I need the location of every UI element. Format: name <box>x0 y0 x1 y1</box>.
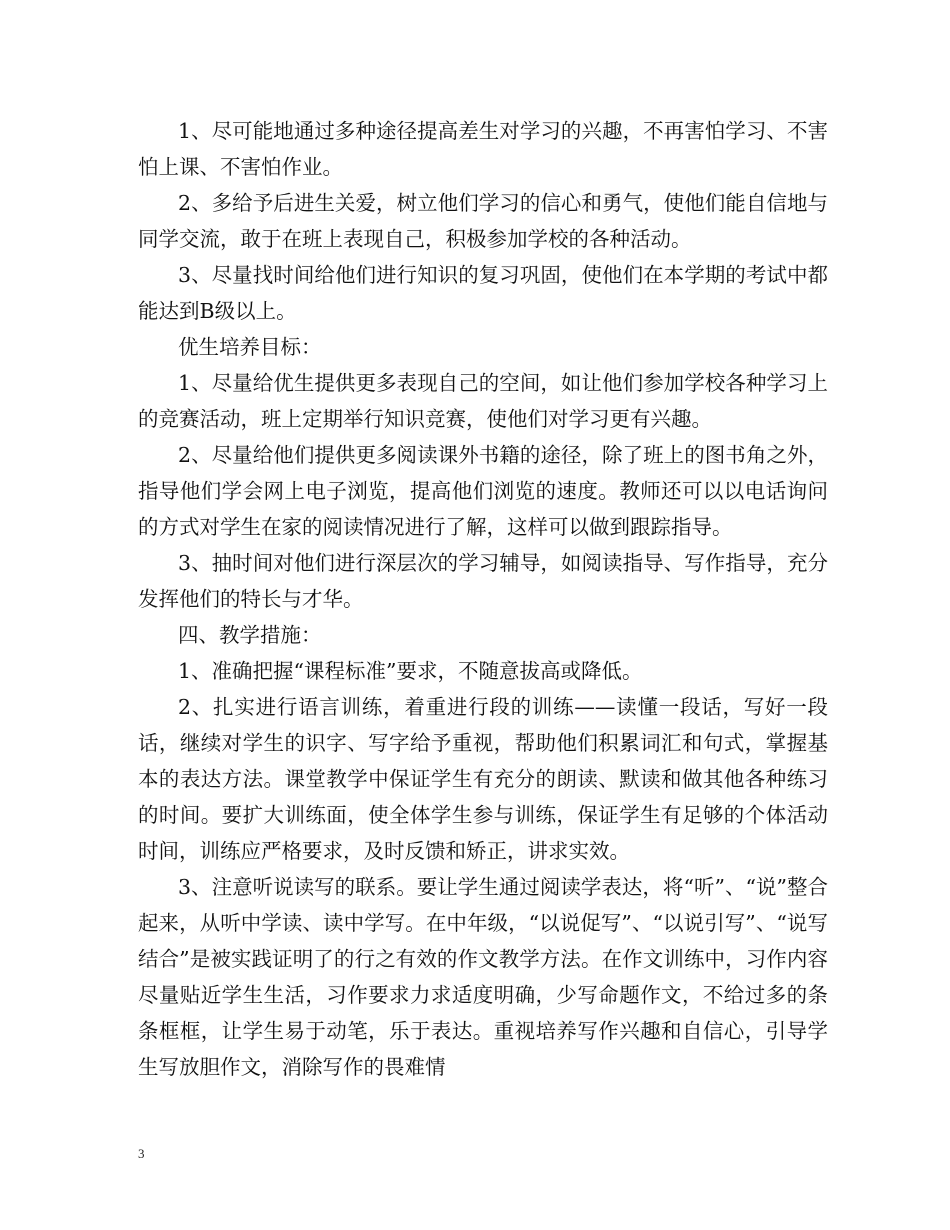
heading-teaching-measures: 四、教学措施： <box>178 623 322 647</box>
page-number: 3 <box>138 1146 145 1161</box>
paragraph-struggling-students-review: 3、尽量找时间给他们进行知识的复习巩固，使他们在本学期的考试中都能达到B级以上。 <box>138 263 828 323</box>
paragraph-struggling-students-care: 2、多给予后进生关爱，树立他们学习的信心和勇气，使他们能自信地与同学交流，敢于在班上表现自己，积极参加学校的各种活动。 <box>138 191 828 251</box>
document-body <box>138 113 828 1085</box>
paragraph-top-students-reading: 2、尽量给他们提供更多阅读课外书籍的途径，除了班上的图书角之外，指导他们学会网上电子浏览，提高他们浏览的速度。教师还可以以电话询问的方式对学生在家的阅读情况进行了解，这样可以做到跟踪指导。 <box>138 443 828 539</box>
paragraph-listening-speaking-reading-writing: 3、注意听说读写的联系。要让学生通过阅读学表达，将“听”、“说”整合起来，从听中学读、读中学写。在中年级，“以说促写”、“以说引写”、“说写结合”是被实践证明了的行之有效的作文教学方法。在作文训练中，习作内容尽量贴近学生生活，习作要求力求适度明确，少写命题作文，不给过多的条条框框，让学生易于动笔，乐于表达。重视培养写作兴趣和自信心，引导学生写放胆作文，消除写作的畏难情 <box>138 875 828 1079</box>
paragraph-top-students-tutoring: 3、抽时间对他们进行深层次的学习辅导，如阅读指导、写作指导，充分发挥他们的特长与才华。 <box>138 551 828 611</box>
paragraph-curriculum-standards: 1、准确把握“课程标准”要求，不随意拔高或降低。 <box>178 659 643 683</box>
heading-top-students-goals: 优生培养目标： <box>178 335 322 359</box>
paragraph-top-students-space: 1、尽量给优生提供更多表现自己的空间，如让他们参加学校各种学习上的竞赛活动，班上定期举行知识竞赛，使他们对学习更有兴趣。 <box>138 371 828 431</box>
paragraph-struggling-students-interest: 1、尽可能地通过多种途径提高差生对学习的兴趣，不再害怕学习、不害怕上课、不害怕作业。 <box>138 119 828 179</box>
paragraph-language-training: 2、扎实进行语言训练，着重进行段的训练——读懂一段话，写好一段话，继续对学生的识字、写字给予重视，帮助他们积累词汇和句式，掌握基本的表达方法。课堂教学中保证学生有充分的朗读、默读和做其他各种练习的时间。要扩大训练面，使全体学生参与训练，保证学生有足够的个体活动时间，训练应严格要求，及时反馈和矫正，讲求实效。 <box>138 695 828 863</box>
